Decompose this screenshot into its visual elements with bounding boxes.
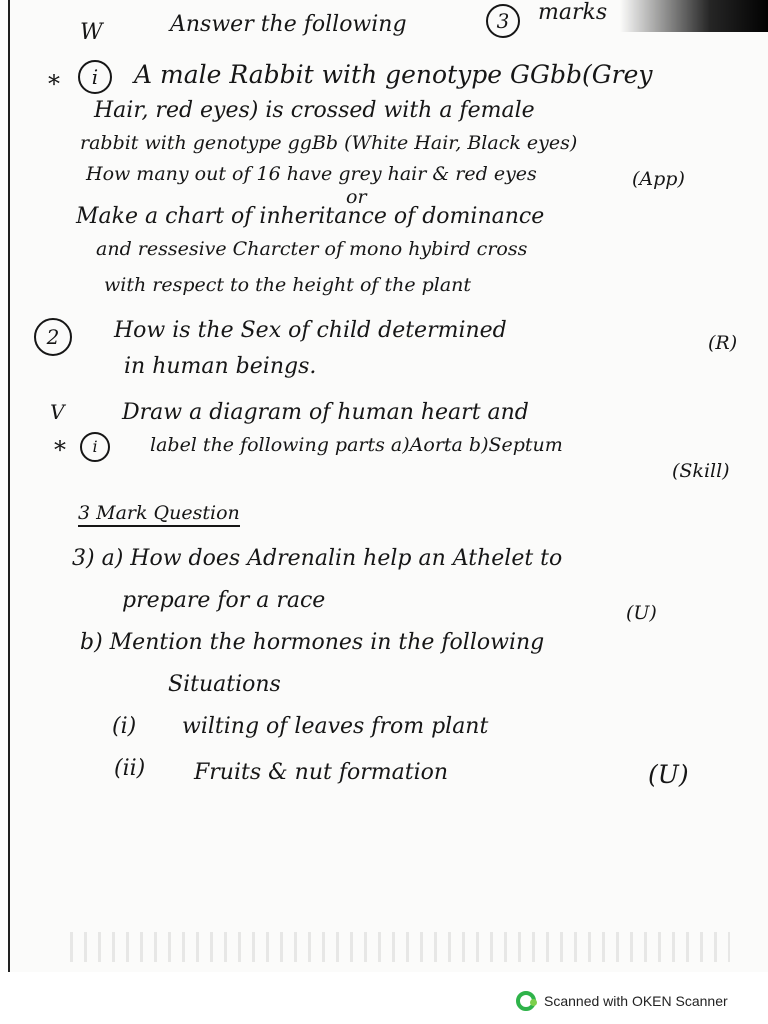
q3-number: i <box>80 432 110 462</box>
section-heading: 3 Mark Question <box>78 504 240 527</box>
star-mark: * <box>48 70 60 98</box>
scanner-watermark-text: Scanned with OKEN Scanner <box>544 993 728 1009</box>
q4-line-2: prepare for a race <box>122 588 326 613</box>
q1-line-1: A male Rabbit with genotype GGbb(Grey <box>134 60 653 89</box>
q3-line-2: label the following parts a)Aorta b)Septum <box>150 434 563 456</box>
oken-logo-icon <box>516 991 536 1011</box>
q1-alt-line-2: and ressesive Charcter of mono hybird cross <box>96 238 528 260</box>
scanner-watermark <box>516 990 728 1012</box>
bleed-through-marks <box>70 932 730 962</box>
q3-tag: (Skill) <box>672 460 730 482</box>
q1-alt-line-3: with respect to the height of the plant <box>104 274 472 296</box>
q1-number: i <box>78 60 112 94</box>
q1-line-3: rabbit with genotype ggBb (White Hair, Black eyes) <box>80 132 578 154</box>
q4-line-4: Situations <box>168 672 281 697</box>
q4-line-3: b) Mention the hormones in the following <box>80 630 545 655</box>
star-mark-2: * <box>54 436 66 464</box>
q2-number: 2 <box>34 318 72 356</box>
q4-item-2-num: (ii) <box>114 756 146 781</box>
q1-tag: (App) <box>632 168 685 190</box>
q2-line-1: How is the Sex of child determined <box>114 318 507 343</box>
q4-line-1: 3) a) How does Adrenalin help an Athelet to <box>72 546 563 571</box>
heading-title: Answer the following <box>170 12 407 37</box>
q1-line-2: Hair, red eyes) is crossed with a female <box>94 98 535 123</box>
q3-line-1: Draw a diagram of human heart and <box>122 400 529 425</box>
scanned-page <box>8 0 768 972</box>
q2-line-2: in human beings. <box>124 354 317 379</box>
q4-item-1-num: (i) <box>112 714 137 739</box>
marks-word: marks <box>538 0 608 25</box>
q4-item-1-text: wilting of leaves from plant <box>182 714 489 739</box>
w-mark: W <box>80 20 103 45</box>
marks-number: 3 <box>486 4 520 38</box>
q1-line-4: How many out of 16 have grey hair & red eyes <box>86 163 537 185</box>
v-mark: V <box>50 400 65 424</box>
q4-item-2-text: Fruits & nut formation <box>194 760 449 785</box>
q2-tag: (R) <box>708 332 738 354</box>
q4-tag-b: (U) <box>648 760 689 789</box>
q1-or: or <box>346 186 367 208</box>
q1-alt-line-1: Make a chart of inheritance of dominance <box>76 204 545 229</box>
q4-tag-a: (U) <box>626 602 657 624</box>
scan-shadow <box>620 0 768 32</box>
